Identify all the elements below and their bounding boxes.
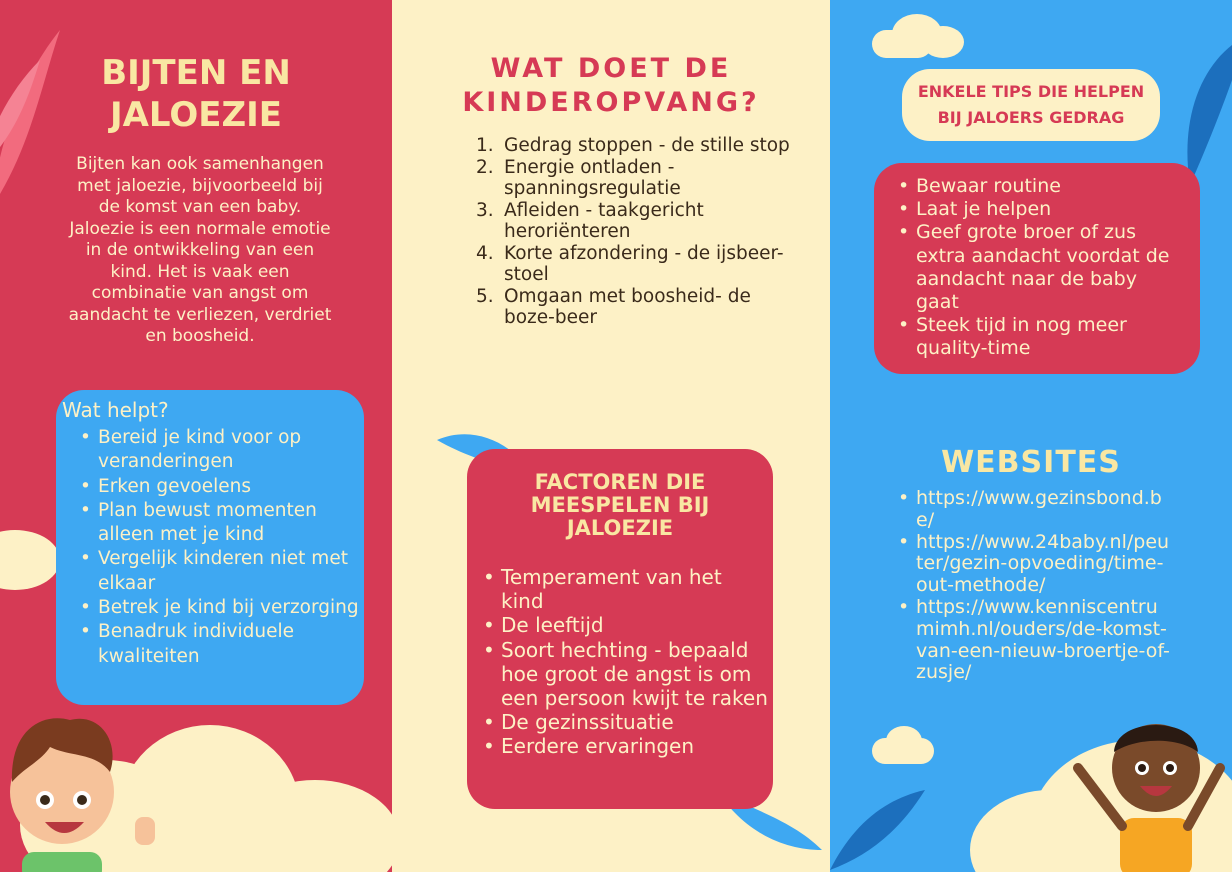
tips-title-badge: [902, 69, 1160, 141]
list-item: • Geef grote broer of zus extra aandacht voordat de aandacht naar de baby gaat: [894, 221, 1184, 314]
website-link[interactable]: • https://www.24baby.nl/peuter/gezin-opvoeding/time-out-methode/: [894, 532, 1174, 597]
steps-list: [476, 135, 796, 329]
help-list: [76, 426, 366, 669]
list-item: • Betrek je kind bij verzorging: [76, 596, 366, 620]
list-item: • Soort hechting - bepaald hoe groot de angst is om een persoon kwijt te raken: [479, 638, 769, 711]
list-item: 4. Korte afzondering - de ijsbeer-stoel: [476, 242, 784, 285]
left-title: BIJTEN EN JALOEZIE: [101, 53, 291, 135]
list-item: • Laat je helpen: [894, 198, 1184, 221]
list-item: • De gezinssituatie: [479, 710, 769, 734]
list-item: 2. Energie ontladen - spanningsregulatie: [476, 156, 681, 199]
list-item: • Benadruk individuele kwaliteiten: [76, 620, 366, 669]
list-item: • Bereid je kind voor op veranderingen: [76, 426, 366, 475]
list-item: 1. Gedrag stoppen - de stille stop: [476, 135, 790, 156]
tips-title: ENKELE TIPS DIE HELPEN BIJ JALOERS GEDRAG: [917, 82, 1145, 127]
help-card: [56, 390, 364, 705]
cloud-decoration: [922, 26, 964, 58]
website-link[interactable]: • https://www.kenniscentrumimh.nl/ouders/de-komst-van-een-nieuw-broertje-of-zusje/: [894, 597, 1174, 684]
factors-card: [467, 449, 773, 809]
child-illustration-icon: [1070, 706, 1232, 872]
list-item: 3. Afleiden - taakgericht heroriënteren: [476, 199, 704, 242]
list-item: • De leeftijd: [479, 613, 769, 637]
right-panel: [830, 0, 1232, 872]
tips-card: [874, 163, 1200, 374]
websites-title: WEBSITES: [941, 445, 1121, 480]
list-item: • Steek tijd in nog meer quality-time: [894, 314, 1184, 360]
list-item: • Vergelijk kinderen niet met elkaar: [76, 547, 366, 596]
list-item: • Eerdere ervaringen: [479, 734, 769, 758]
cloud-decoration: [0, 530, 60, 590]
boy-illustration-icon: [0, 712, 170, 872]
list-item: • Plan bewust momenten alleen met je kind: [76, 499, 366, 548]
list-item: • Bewaar routine: [894, 175, 1184, 198]
websites-list: [894, 488, 1174, 684]
leaf-decoration-icon: [830, 790, 930, 872]
cloud-decoration: [886, 726, 922, 756]
help-title: Wat helpt?: [62, 398, 169, 422]
left-intro: Bijten kan ook samenhangen met jaloezie, bijvoorbeeld bij de komst van een baby. Jaloezie is een normale emotie in de ontwikkeling van een kind. Het is vaak een combinatie van angst om aandacht te verliezen, verdriet en boosheid.: [68, 154, 332, 346]
factors-list: [479, 565, 769, 759]
list-item: • Temperament van het kind: [479, 565, 769, 613]
middle-title: WAT DOET DE KINDEROPVANG?: [462, 53, 760, 118]
factors-title: FACTOREN DIE MEESPELEN BIJ JALOEZIE: [530, 470, 710, 540]
tips-list: [894, 175, 1184, 361]
website-link[interactable]: • https://www.gezinsbond.be/: [894, 488, 1174, 532]
left-panel: [0, 0, 392, 872]
list-item: • Erken gevoelens: [76, 475, 366, 499]
middle-panel: [392, 0, 830, 872]
list-item: 5. Omgaan met boosheid- de boze-beer: [476, 285, 751, 328]
